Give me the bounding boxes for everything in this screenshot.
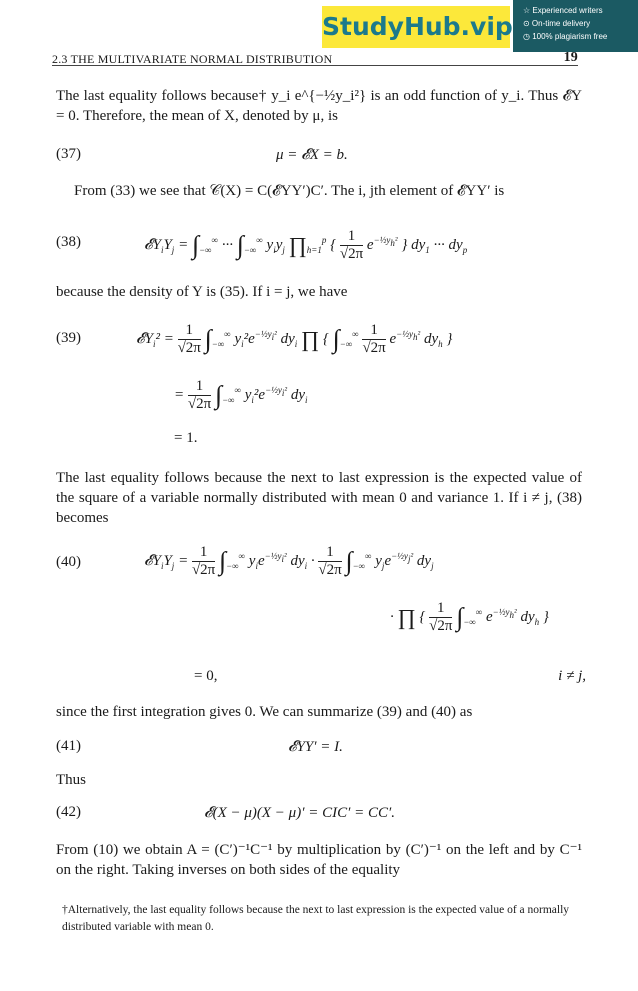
eq-41-body: 𝓔YY′ = I. — [288, 739, 343, 755]
equation-42 — [56, 804, 586, 828]
paragraph-6: Thus — [56, 772, 86, 788]
eq-42-body: 𝓔(X − μ)(X − μ)′ = CIC′ = CC′. — [204, 805, 396, 821]
eq-number: (40) — [56, 554, 81, 570]
paragraph-4: The last equality follows because the next to last expression is the expected value of the square of a variable normally distributed with mean 0 and variance 1. If i ≠ j, (38) becomes — [56, 470, 582, 526]
studyhub-banner[interactable] — [322, 0, 638, 52]
eq-number: (39) — [56, 330, 81, 346]
paragraph-5: since the first integration gives 0. We can summarize (39) and (40) as — [56, 704, 473, 720]
eq-number: (41) — [56, 738, 81, 754]
section-title: 2.3 THE MULTIVARIATE NORMAL DISTRIBUTION — [52, 52, 333, 66]
equation-38 — [56, 228, 586, 268]
paragraph-3: because the density of Y is (35). If i = j, we have — [56, 284, 348, 300]
eq-39-line2: = $\frac{1}{√2\pi}$ $\int_{-\infty}^\infty$ $y_i^2e^{-\frac{1}{2}y_i^2}$ $dy_i$ — [174, 378, 308, 412]
paragraph-7: From (10) we obtain A = (C′)⁻¹C⁻¹ by multiplication by (C′)⁻¹ on the left and by C⁻¹ on the right. Taking inverses on both sides of the equality — [56, 842, 582, 878]
equation-40 — [56, 544, 586, 694]
tagline-plagiarism: ◷ 100% plagiarism free — [523, 32, 608, 41]
header-rule — [52, 65, 578, 66]
tagline-ontime: ⊙ On-time delivery — [523, 19, 591, 28]
paragraph-2-text: From (33) we see that 𝒞(X) = C(𝓔YY′)C′. The i, jth element of 𝓔YY′ is — [74, 183, 505, 199]
eq-number: (38) — [56, 234, 81, 250]
eq-40-line1: $𝓔Y_iY_j$ = $\frac{1}{√2\pi}$ $\int_{-\infty}^\infty$ $y_ie^{-\frac{1}{2}y_i^2}$ $dy_i$ · $\frac{1}{√2\pi}$ $\int_{-\infty}^\infty$ $y_je^{-\frac{1}{2}y_j^2}$ $dy_j$ — [144, 544, 434, 578]
equation-39 — [56, 322, 586, 446]
equation-37 — [56, 146, 586, 170]
eq-37-body: μ = 𝓔X = b. — [276, 147, 348, 163]
banner-taglines — [513, 0, 638, 52]
eq-40-line2: · ∏ { $\frac{1}{√2\pi}$ $\int_{-\infty}^\infty$ $e^{-\frac{1}{2}y_h^2}$ $dy_h$ } — [390, 600, 549, 634]
eq-40-condition: i ≠ j, — [558, 668, 586, 684]
eq-39-line1: 𝓔Y$_i$² = $\frac{1}{√2\pi}$ $\int_{-\infty}^\infty$ $y_i^2e^{-\frac{1}{2}y_i^2}$ $dy_i$ ∏ { $\int_{-\infty}^\infty$ $\frac{1}{√2\pi}$ $e^{-\frac{1}{2}y_h^2}$ $dy_h$ } — [136, 322, 453, 356]
tagline-experienced: ☆ Experienced writers — [523, 6, 603, 15]
paragraph-2 — [56, 181, 582, 201]
eq-39-line3: = 1. — [174, 430, 198, 446]
paragraph-1: The last equality follows because† y_i e^{−½y_i²} is an odd function of y_i. Thus 𝓔Y = 0. Therefore, the mean of X, denoted by μ, is — [56, 88, 582, 124]
page-number: 19 — [563, 50, 578, 65]
eq-number: (37) — [56, 146, 81, 162]
equation-41 — [56, 738, 586, 762]
eq-number: (42) — [56, 804, 81, 820]
studyhub-logo[interactable]: StudyHub.vip — [322, 6, 510, 48]
eq-38-body: $𝓔Y_iY_j = \int_{-\infty}^\infty$ ··· $\int_{-\infty}^\infty$ $y_iy_j$ $\prod_{h=1}^p$ { $\frac{1}{√2\pi}$ $e^{-\frac{1}{2}y_h^2}$ } $dy_1$ ··· $dy_p$ — [144, 228, 468, 262]
eq-40-result: = 0, — [194, 668, 218, 684]
footnote: †Alternatively, the last equality follows because the next to last expression is the expected value of a normally distributed variable with mean 0. — [62, 904, 570, 933]
